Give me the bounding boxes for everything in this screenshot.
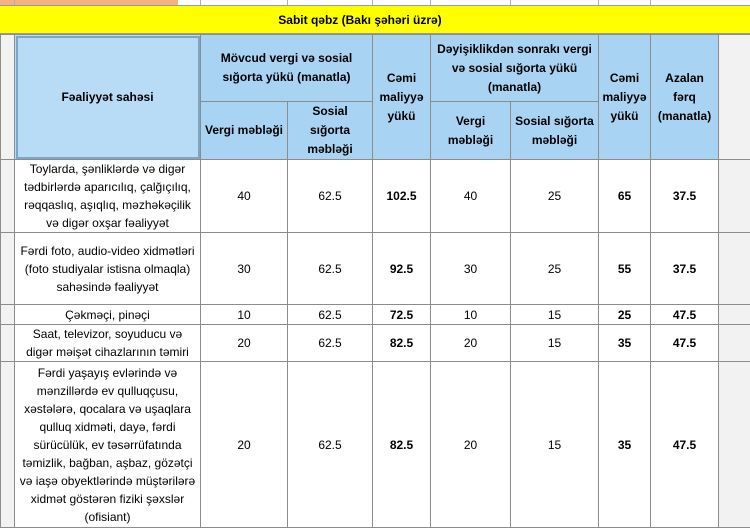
- cell-tax[interactable]: 20: [201, 325, 288, 362]
- cell-total-after[interactable]: 25: [599, 305, 651, 325]
- cell-total-after[interactable]: 35: [599, 325, 651, 362]
- cell-tax-after[interactable]: 30: [431, 233, 511, 305]
- cell-tax-after[interactable]: 20: [431, 362, 511, 528]
- header-total-after[interactable]: Cəmi maliyyə yükü: [599, 35, 651, 160]
- cell-total[interactable]: 82.5: [373, 325, 431, 362]
- cell-diff[interactable]: 47.5: [651, 305, 719, 325]
- cell-tax[interactable]: 20: [201, 362, 288, 528]
- cell-total[interactable]: 102.5: [373, 160, 431, 233]
- cell-diff[interactable]: 47.5: [651, 362, 719, 528]
- cell-diff[interactable]: 37.5: [651, 233, 719, 305]
- data-table: [0, 34, 750, 528]
- cell-social[interactable]: 62.5: [288, 160, 373, 233]
- cell-social-after[interactable]: 15: [511, 305, 599, 325]
- cell-tax-after[interactable]: 40: [431, 160, 511, 233]
- cell-social-after[interactable]: 25: [511, 160, 599, 233]
- cell-activity[interactable]: Saat, televizor, soyuducu və digər məişət cihazlarının təmiri: [15, 325, 201, 362]
- cell-activity[interactable]: Çəkməçi, pinəçi: [15, 305, 201, 325]
- cell-total[interactable]: 72.5: [373, 305, 431, 325]
- cell-social[interactable]: 62.5: [288, 362, 373, 528]
- row-gutter: [1, 35, 15, 160]
- cell-social-after[interactable]: 15: [511, 362, 599, 528]
- table-row: [1, 305, 750, 325]
- cell-total-after[interactable]: 65: [599, 160, 651, 233]
- table-row: [1, 325, 750, 362]
- cell-total-after[interactable]: 55: [599, 233, 651, 305]
- header-total-current[interactable]: Cəmi maliyyə yükü: [373, 35, 431, 160]
- header-diff[interactable]: Azalan fərq (manatla): [651, 35, 719, 160]
- cell-activity[interactable]: Fərdi yaşayış evlərində və mənzillərdə ev qulluqçusu, xəstələrə, qocalara və uşaqlara qulluq xidməti, dayə, fərdi sürücülük, ev təsərrüfatında təmizlik, bağban, aşbaz, gözətçi və iaşə obyektlərində müştərilərə xidmət göstərən fiziki şəxslər (ofisiant): [15, 362, 201, 528]
- cell-total[interactable]: 82.5: [373, 362, 431, 528]
- cell-activity[interactable]: Toylarda, şənliklərdə və digər tədbirlərdə aparıcılıq, çalğıçılıq, rəqqaslıq, aşıqlıq, məzhəkəçilik və digər oxşar fəaliyyət: [15, 160, 201, 233]
- section-title: Sabit qəbz (Bakı şəhəri üzrə): [200, 6, 520, 34]
- cell-social-after[interactable]: 25: [511, 233, 599, 305]
- cell-diff[interactable]: 47.5: [651, 325, 719, 362]
- cell-total[interactable]: 92.5: [373, 233, 431, 305]
- header-tax-amount-after[interactable]: Vergi məbləği: [431, 102, 511, 160]
- cell-social[interactable]: 62.5: [288, 325, 373, 362]
- cell-social[interactable]: 62.5: [288, 233, 373, 305]
- header-social-amount-after[interactable]: Sosial sığorta məbləği: [511, 102, 599, 160]
- table-row: [1, 362, 750, 528]
- header-tax-amount[interactable]: Vergi məbləği: [201, 102, 288, 160]
- cell-tax-after[interactable]: 20: [431, 325, 511, 362]
- extra-column-header: [719, 35, 750, 160]
- header-after-group[interactable]: Dəyişiklikdən sonrakı vergi və sosial sığorta yükü (manatla): [431, 35, 599, 102]
- cell-activity[interactable]: Fərdi foto, audio-video xidmətləri (foto studiyalar istisna olmaqla) sahəsində fəaliyyət: [15, 233, 201, 305]
- cell-tax[interactable]: 30: [201, 233, 288, 305]
- section-title-row[interactable]: [0, 5, 750, 34]
- cell-social[interactable]: 62.5: [288, 305, 373, 325]
- table-row: [1, 233, 750, 305]
- table-row: [1, 160, 750, 233]
- header-current-group[interactable]: Mövcud vergi və sosial sığorta yükü (manatla): [201, 35, 373, 102]
- cell-tax-after[interactable]: 10: [431, 305, 511, 325]
- cell-social-after[interactable]: 15: [511, 325, 599, 362]
- cell-total-after[interactable]: 35: [599, 362, 651, 528]
- cell-tax[interactable]: 40: [201, 160, 288, 233]
- header-activity[interactable]: Fəaliyyət sahəsi: [15, 35, 201, 160]
- cell-tax[interactable]: 10: [201, 305, 288, 325]
- cell-diff[interactable]: 37.5: [651, 160, 719, 233]
- header-social-amount[interactable]: Sosial sığorta məbləği: [288, 102, 373, 160]
